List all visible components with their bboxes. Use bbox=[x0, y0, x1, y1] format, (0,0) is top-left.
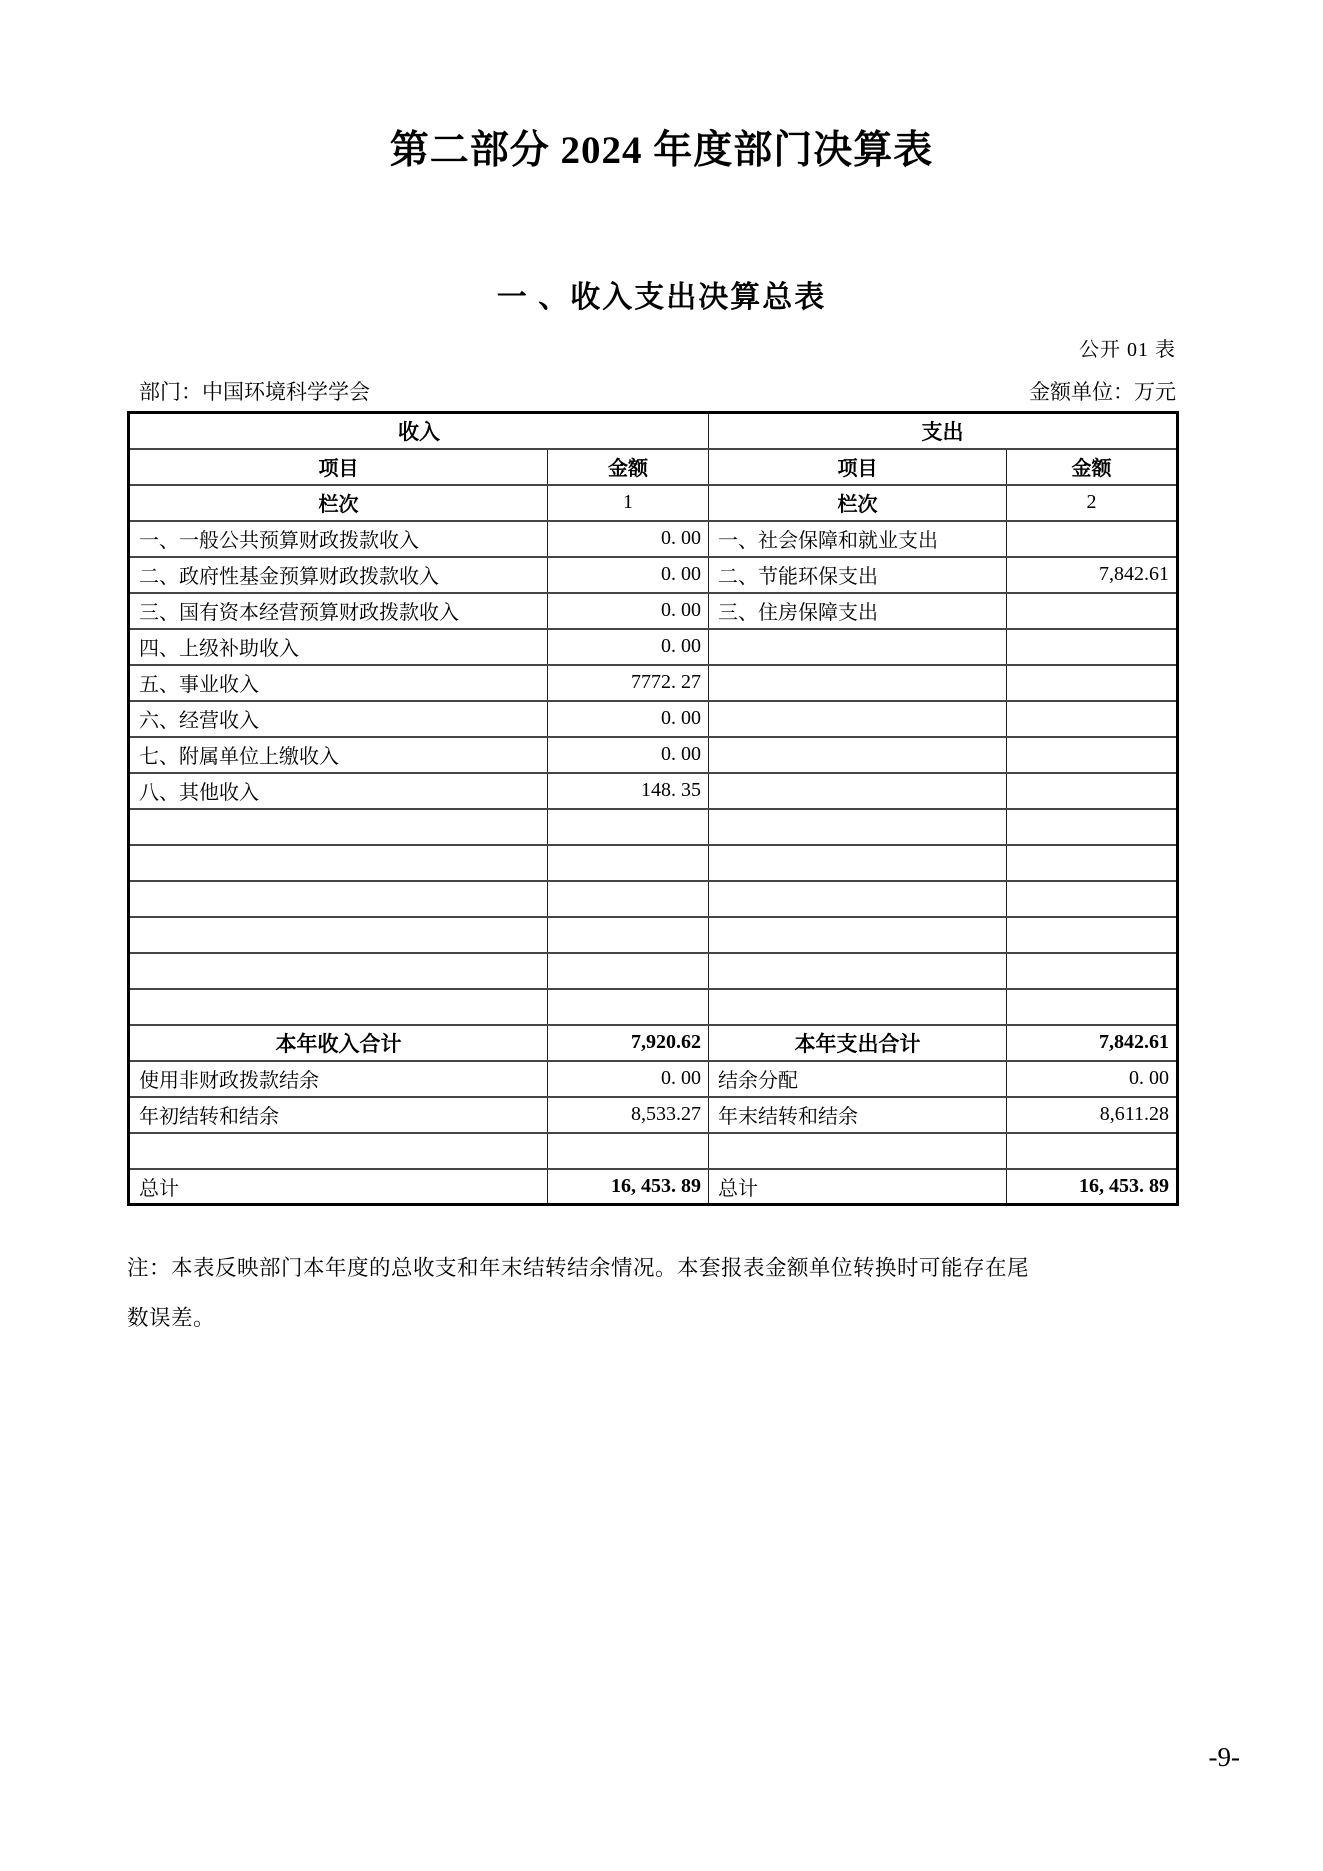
amount-cell bbox=[1007, 809, 1178, 845]
amount-cell: 7,842.61 bbox=[1007, 1025, 1178, 1061]
amount-cell: 0. 00 bbox=[548, 701, 709, 737]
amount-cell bbox=[1007, 845, 1178, 881]
footnote-line-2: 数误差。 bbox=[127, 1306, 216, 1330]
footnote bbox=[127, 1243, 1197, 1343]
table-row bbox=[129, 701, 1178, 737]
item-cell bbox=[129, 881, 548, 917]
item-cell bbox=[129, 989, 548, 1025]
unit-label: 金额单位：万元 bbox=[1029, 380, 1176, 404]
table-row bbox=[129, 665, 1178, 701]
item-cell: 总计 bbox=[709, 1169, 1007, 1205]
item-cell bbox=[709, 845, 1007, 881]
section-header-row bbox=[129, 413, 1178, 449]
item-cell bbox=[709, 809, 1007, 845]
footnote-line-1: 注：本表反映部门本年度的总收支和年末结转结余情况。本套报表金额单位转换时可能存在尾 bbox=[127, 1256, 1030, 1280]
table-row bbox=[129, 629, 1178, 665]
amount-cell: 7,920.62 bbox=[548, 1025, 709, 1061]
expense-section-header: 支出 bbox=[709, 413, 1178, 449]
table-row bbox=[129, 1061, 1178, 1097]
item-cell: 本年支出合计 bbox=[709, 1025, 1007, 1061]
amount-cell bbox=[548, 881, 709, 917]
item-cell: 七、附属单位上缴收入 bbox=[129, 737, 548, 773]
column-index-row bbox=[129, 485, 1178, 521]
amount-cell bbox=[1007, 1133, 1178, 1169]
item-cell: 三、住房保障支出 bbox=[709, 593, 1007, 629]
amount-cell: 0. 00 bbox=[548, 1061, 709, 1097]
amount-cell bbox=[1007, 701, 1178, 737]
item-cell bbox=[129, 1133, 548, 1169]
item-cell: 本年收入合计 bbox=[129, 1025, 548, 1061]
item-cell bbox=[709, 737, 1007, 773]
table-code-label: 公开 01 表 bbox=[1079, 339, 1176, 361]
income-expense-summary-table bbox=[127, 411, 1179, 1206]
table-title: 一 、收入支出决算总表 bbox=[496, 281, 827, 314]
table-row bbox=[129, 593, 1178, 629]
table-row bbox=[129, 1169, 1178, 1205]
empty-row bbox=[129, 809, 1178, 845]
amount-cell bbox=[548, 989, 709, 1025]
item-cell bbox=[709, 881, 1007, 917]
item-cell: 一、社会保障和就业支出 bbox=[709, 521, 1007, 557]
item-cell bbox=[709, 701, 1007, 737]
empty-row bbox=[129, 1133, 1178, 1169]
amount-cell: 16, 453. 89 bbox=[548, 1169, 709, 1205]
item-cell: 六、经营收入 bbox=[129, 701, 548, 737]
item-cell bbox=[709, 917, 1007, 953]
item-cell: 结余分配 bbox=[709, 1061, 1007, 1097]
item-cell: 二、节能环保支出 bbox=[709, 557, 1007, 593]
item-cell bbox=[709, 989, 1007, 1025]
amount-cell bbox=[1007, 665, 1178, 701]
table-meta-row bbox=[139, 376, 1176, 406]
amount-cell: 0. 00 bbox=[548, 593, 709, 629]
income-amount-header: 金额 bbox=[548, 449, 709, 485]
table-row bbox=[129, 1025, 1178, 1061]
column-index-number: 2 bbox=[1007, 485, 1178, 521]
item-cell: 年末结转和结余 bbox=[709, 1097, 1007, 1133]
item-cell bbox=[709, 629, 1007, 665]
amount-cell bbox=[1007, 629, 1178, 665]
column-index-label: 栏次 bbox=[129, 485, 548, 521]
amount-cell: 8,611.28 bbox=[1007, 1097, 1178, 1133]
department-label: 部门：中国环境科学学会 bbox=[139, 380, 370, 404]
item-cell: 一、一般公共预算财政拨款收入 bbox=[129, 521, 548, 557]
item-cell: 二、政府性基金预算财政拨款收入 bbox=[129, 557, 548, 593]
amount-cell bbox=[1007, 593, 1178, 629]
amount-cell bbox=[1007, 773, 1178, 809]
item-cell: 年初结转和结余 bbox=[129, 1097, 548, 1133]
column-index-number: 1 bbox=[548, 485, 709, 521]
amount-cell: 16, 453. 89 bbox=[1007, 1169, 1178, 1205]
amount-cell: 148. 35 bbox=[548, 773, 709, 809]
empty-row bbox=[129, 881, 1178, 917]
item-cell: 使用非财政拨款结余 bbox=[129, 1061, 548, 1097]
expense-amount-header: 金额 bbox=[1007, 449, 1178, 485]
table-row bbox=[129, 521, 1178, 557]
amount-cell bbox=[548, 917, 709, 953]
amount-cell bbox=[1007, 953, 1178, 989]
amount-cell bbox=[548, 953, 709, 989]
item-cell: 五、事业收入 bbox=[129, 665, 548, 701]
item-cell bbox=[709, 1133, 1007, 1169]
expense-item-header: 项目 bbox=[709, 449, 1007, 485]
amount-cell bbox=[1007, 521, 1178, 557]
column-index-label: 栏次 bbox=[709, 485, 1007, 521]
page-number: -9- bbox=[1208, 1742, 1240, 1772]
table-row bbox=[129, 1097, 1178, 1133]
table-row bbox=[129, 737, 1178, 773]
item-cell: 四、上级补助收入 bbox=[129, 629, 548, 665]
item-cell: 总计 bbox=[129, 1169, 548, 1205]
item-cell bbox=[709, 773, 1007, 809]
item-cell bbox=[709, 665, 1007, 701]
amount-cell bbox=[548, 845, 709, 881]
document-title: 第二部分 2024 年度部门决算表 bbox=[389, 129, 934, 172]
income-section-header: 收入 bbox=[129, 413, 709, 449]
amount-cell bbox=[548, 1133, 709, 1169]
item-cell: 八、其他收入 bbox=[129, 773, 548, 809]
amount-cell: 0. 00 bbox=[548, 557, 709, 593]
item-cell bbox=[129, 845, 548, 881]
item-cell bbox=[129, 953, 548, 989]
income-item-header: 项目 bbox=[129, 449, 548, 485]
amount-cell bbox=[1007, 989, 1178, 1025]
amount-cell: 0. 00 bbox=[548, 521, 709, 557]
empty-row bbox=[129, 917, 1178, 953]
amount-cell: 0. 00 bbox=[548, 737, 709, 773]
empty-row bbox=[129, 845, 1178, 881]
empty-row bbox=[129, 989, 1178, 1025]
amount-cell: 0. 00 bbox=[1007, 1061, 1178, 1097]
table-row bbox=[129, 773, 1178, 809]
amount-cell bbox=[548, 809, 709, 845]
amount-cell: 8,533.27 bbox=[548, 1097, 709, 1133]
item-cell bbox=[129, 917, 548, 953]
item-cell bbox=[129, 809, 548, 845]
amount-cell bbox=[1007, 917, 1178, 953]
table-body bbox=[129, 521, 1178, 1205]
table-row bbox=[129, 557, 1178, 593]
empty-row bbox=[129, 953, 1178, 989]
item-cell bbox=[709, 953, 1007, 989]
amount-cell bbox=[1007, 881, 1178, 917]
item-cell: 三、国有资本经营预算财政拨款收入 bbox=[129, 593, 548, 629]
column-header-row bbox=[129, 449, 1178, 485]
amount-cell: 7772. 27 bbox=[548, 665, 709, 701]
amount-cell: 7,842.61 bbox=[1007, 557, 1178, 593]
amount-cell bbox=[1007, 737, 1178, 773]
amount-cell: 0. 00 bbox=[548, 629, 709, 665]
